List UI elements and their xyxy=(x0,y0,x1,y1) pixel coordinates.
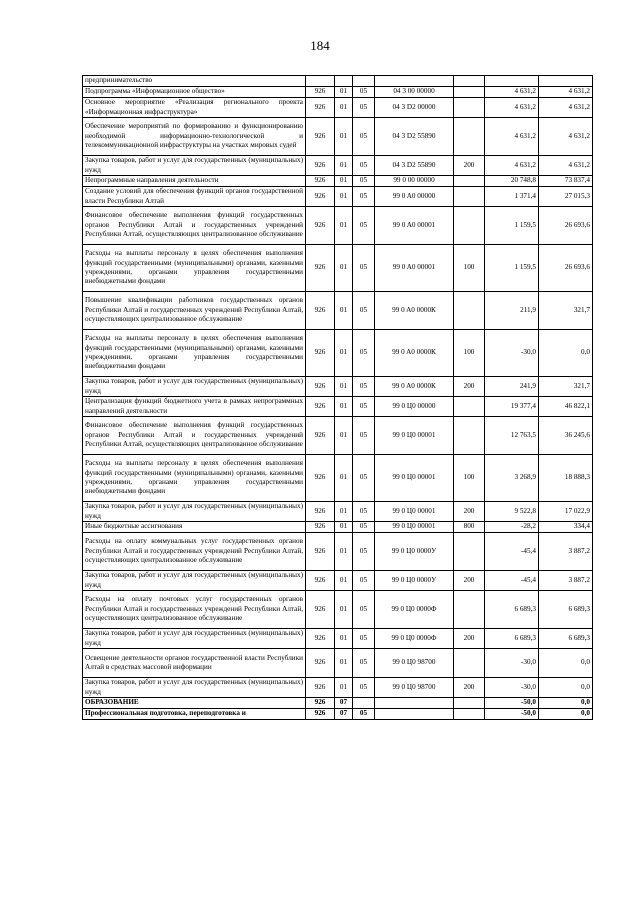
cell-sum-1: -50,0 xyxy=(485,709,539,720)
cell-gr: 926 xyxy=(306,330,335,377)
cell-gr: 926 xyxy=(306,377,335,397)
cell-sum-1: 19 377,4 xyxy=(485,397,539,417)
cell-pr: 05 xyxy=(353,502,375,522)
table-row xyxy=(83,330,593,377)
cell-csr: 99 0 Ц0 00001 xyxy=(375,502,454,522)
cell-vr xyxy=(454,292,485,330)
table-row xyxy=(83,87,593,98)
cell-sum-2: 334,4 xyxy=(539,522,593,533)
cell-sum-1: 211,9 xyxy=(485,292,539,330)
cell-rz: 01 xyxy=(335,571,353,591)
cell-pr: 05 xyxy=(353,591,375,629)
cell-rz: 01 xyxy=(335,98,353,118)
cell-vr: 100 xyxy=(454,245,485,292)
cell-csr: 99 0 A0 00001 xyxy=(375,207,454,245)
cell-name: Закупка товаров, работ и услуг для государственных (муниципальных) нужд xyxy=(83,571,306,591)
cell-name: Финансовое обеспечение выполнения функций государственных органов Республики Алтай и государственных учреждений Республики Алтай, осуществляющих централизованное обслуживание xyxy=(83,417,306,455)
cell-gr: 926 xyxy=(306,397,335,417)
cell-vr: 100 xyxy=(454,330,485,377)
cell-sum-2: 321,7 xyxy=(539,377,593,397)
cell-name: Повышение квалификации работников государственных органов Республики Алтай и государственных учреждений Республики Алтай, осуществляющих централизованное обслуживание xyxy=(83,292,306,330)
cell-pr: 05 xyxy=(353,292,375,330)
cell-sum-1: 3 268,9 xyxy=(485,455,539,502)
cell-sum-1: -30,0 xyxy=(485,649,539,678)
cell-sum-2: 4 631,2 xyxy=(539,87,593,98)
cell-sum-2: 3 887,2 xyxy=(539,533,593,571)
cell-vr: 100 xyxy=(454,455,485,502)
cell-sum-2: 4 631,2 xyxy=(539,118,593,156)
cell-pr xyxy=(353,698,375,709)
cell-rz: 01 xyxy=(335,187,353,207)
cell-vr xyxy=(454,76,485,87)
cell-vr xyxy=(454,187,485,207)
cell-sum-2: 3 887,2 xyxy=(539,571,593,591)
cell-rz: 01 xyxy=(335,118,353,156)
cell-gr: 926 xyxy=(306,156,335,176)
cell-csr: 99 0 Ц0 98700 xyxy=(375,649,454,678)
cell-csr: 99 0 A0 0000К xyxy=(375,377,454,397)
cell-sum-1: 241,9 xyxy=(485,377,539,397)
cell-rz: 01 xyxy=(335,207,353,245)
table-row xyxy=(83,417,593,455)
cell-pr: 05 xyxy=(353,176,375,187)
cell-name: Закупка товаров, работ и услуг для государственных (муниципальных) нужд xyxy=(83,502,306,522)
cell-sum-1: 9 522,8 xyxy=(485,502,539,522)
cell-sum-2: 0,0 xyxy=(539,698,593,709)
table-row xyxy=(83,118,593,156)
cell-pr: 05 xyxy=(353,98,375,118)
cell-rz xyxy=(335,76,353,87)
cell-csr: 99 0 Ц0 98700 xyxy=(375,678,454,698)
cell-rz: 01 xyxy=(335,156,353,176)
cell-sum-2: 73 837,4 xyxy=(539,176,593,187)
cell-name: Создание условий для обеспечения функций органов государственной власти Республики Алтай xyxy=(83,187,306,207)
cell-pr: 05 xyxy=(353,417,375,455)
cell-vr: 200 xyxy=(454,571,485,591)
cell-pr: 05 xyxy=(353,207,375,245)
cell-gr: 926 xyxy=(306,207,335,245)
cell-rz: 01 xyxy=(335,678,353,698)
cell-name: Закупка товаров, работ и услуг для государственных (муниципальных) нужд xyxy=(83,156,306,176)
cell-sum-2 xyxy=(539,76,593,87)
cell-name: ОБРАЗОВАНИЕ xyxy=(83,698,306,709)
cell-sum-2: 0,0 xyxy=(539,649,593,678)
cell-csr: 99 0 Ц0 00001 xyxy=(375,522,454,533)
cell-gr xyxy=(306,76,335,87)
cell-pr: 05 xyxy=(353,678,375,698)
cell-pr: 05 xyxy=(353,87,375,98)
cell-csr: 99 0 A0 00000 xyxy=(375,187,454,207)
cell-sum-1: 12 763,5 xyxy=(485,417,539,455)
table-row xyxy=(83,207,593,245)
cell-sum-2: 46 822,1 xyxy=(539,397,593,417)
cell-gr: 926 xyxy=(306,187,335,207)
cell-sum-2: 4 631,2 xyxy=(539,98,593,118)
cell-vr xyxy=(454,417,485,455)
cell-sum-1: -45,4 xyxy=(485,571,539,591)
cell-sum-1: 4 631,2 xyxy=(485,156,539,176)
cell-rz: 01 xyxy=(335,502,353,522)
cell-sum-2: 6 689,3 xyxy=(539,629,593,649)
cell-vr xyxy=(454,98,485,118)
cell-sum-2: 26 693,6 xyxy=(539,207,593,245)
cell-name: Расходы на оплату коммунальных услуг государственных органов Республики Алтай и государственных учреждений Республики Алтай, осуществляющих централизованное обслуживание xyxy=(83,533,306,571)
table-row xyxy=(83,649,593,678)
cell-name: Закупка товаров, работ и услуг для государственных (муниципальных) нужд xyxy=(83,629,306,649)
table-row xyxy=(83,98,593,118)
table-row xyxy=(83,522,593,533)
table-row xyxy=(83,455,593,502)
cell-pr: 05 xyxy=(353,629,375,649)
cell-name: Освещение деятельности органов государственной власти Республики Алтай в средствах массовой информации xyxy=(83,649,306,678)
cell-rz: 01 xyxy=(335,591,353,629)
cell-vr xyxy=(454,709,485,720)
cell-sum-1: -50,0 xyxy=(485,698,539,709)
cell-csr: 04 3 00 00000 xyxy=(375,87,454,98)
table-row xyxy=(83,571,593,591)
cell-rz: 01 xyxy=(335,649,353,678)
cell-pr: 05 xyxy=(353,455,375,502)
cell-gr: 926 xyxy=(306,571,335,591)
cell-vr xyxy=(454,207,485,245)
cell-name: Закупка товаров, работ и услуг для государственных (муниципальных) нужд xyxy=(83,377,306,397)
cell-csr: 99 0 Ц0 00001 xyxy=(375,455,454,502)
cell-name: Финансовое обеспечение выполнения функций государственных органов Республики Алтай и государственных учреждений Республики Алтай, осуществляющих централизованное обслуживание xyxy=(83,207,306,245)
cell-name: Основное мероприятие «Реализация регионального проекта «Информационная инфраструктура» xyxy=(83,98,306,118)
cell-vr: 200 xyxy=(454,502,485,522)
cell-sum-2: 17 022,9 xyxy=(539,502,593,522)
table-row xyxy=(83,629,593,649)
cell-name: Расходы на выплаты персоналу в целях обеспечения выполнения функций государственными (муниципальными) органами, казенными учреждениями, органами управления государственными внебюджетными фондами xyxy=(83,330,306,377)
cell-csr: 99 0 Ц0 0000Ф xyxy=(375,629,454,649)
cell-sum-1: 1 371,4 xyxy=(485,187,539,207)
cell-sum-2: 36 245,6 xyxy=(539,417,593,455)
table-row xyxy=(83,245,593,292)
cell-pr: 05 xyxy=(353,377,375,397)
cell-sum-1: -30,0 xyxy=(485,330,539,377)
cell-csr: 99 0 A0 00001 xyxy=(375,245,454,292)
cell-gr: 926 xyxy=(306,98,335,118)
cell-csr: 04 3 D2 00000 xyxy=(375,98,454,118)
cell-vr: 200 xyxy=(454,678,485,698)
cell-sum-2: 0,0 xyxy=(539,678,593,698)
cell-pr: 05 xyxy=(353,187,375,207)
cell-sum-2: 26 693,6 xyxy=(539,245,593,292)
cell-sum-1: 6 689,3 xyxy=(485,591,539,629)
cell-sum-1: 4 631,2 xyxy=(485,87,539,98)
cell-sum-1: 1 159,5 xyxy=(485,207,539,245)
cell-gr: 926 xyxy=(306,455,335,502)
cell-gr: 926 xyxy=(306,118,335,156)
cell-rz: 01 xyxy=(335,330,353,377)
cell-pr: 05 xyxy=(353,571,375,591)
cell-pr: 05 xyxy=(353,156,375,176)
cell-sum-1: 6 689,3 xyxy=(485,629,539,649)
cell-name: предпринимательство xyxy=(83,76,306,87)
cell-rz: 01 xyxy=(335,397,353,417)
table-row xyxy=(83,502,593,522)
page-number: 184 xyxy=(310,38,330,53)
cell-gr: 926 xyxy=(306,176,335,187)
cell-csr xyxy=(375,76,454,87)
cell-gr: 926 xyxy=(306,502,335,522)
cell-vr xyxy=(454,533,485,571)
table-row xyxy=(83,709,593,720)
cell-vr xyxy=(454,698,485,709)
cell-name: Расходы на оплату почтовых услуг государственных органов Республики Алтай и государственных учреждений Республики Алтай, осуществляющих централизованное обслуживание xyxy=(83,591,306,629)
cell-gr: 926 xyxy=(306,417,335,455)
cell-sum-1: -30,0 xyxy=(485,678,539,698)
table-row xyxy=(83,292,593,330)
cell-sum-2: 4 631,2 xyxy=(539,156,593,176)
cell-gr: 926 xyxy=(306,591,335,629)
cell-csr: 99 0 Ц0 0000У xyxy=(375,571,454,591)
cell-csr: 99 0 Ц0 00001 xyxy=(375,417,454,455)
cell-csr: 99 0 00 00000 xyxy=(375,176,454,187)
cell-pr: 05 xyxy=(353,709,375,720)
cell-csr: 99 0 Ц0 00000 xyxy=(375,397,454,417)
cell-vr xyxy=(454,591,485,629)
cell-rz: 01 xyxy=(335,533,353,571)
cell-sum-2: 6 689,3 xyxy=(539,591,593,629)
cell-sum-2: 0,0 xyxy=(539,330,593,377)
cell-vr xyxy=(454,87,485,98)
cell-vr: 200 xyxy=(454,156,485,176)
table-row xyxy=(83,76,593,87)
cell-gr: 926 xyxy=(306,709,335,720)
cell-csr xyxy=(375,698,454,709)
cell-name: Закупка товаров, работ и услуг для государственных (муниципальных) нужд xyxy=(83,678,306,698)
table-row xyxy=(83,176,593,187)
cell-pr: 05 xyxy=(353,118,375,156)
cell-rz: 01 xyxy=(335,292,353,330)
cell-name: Расходы на выплаты персоналу в целях обеспечения выполнения функций государственными (муниципальными) органами, казенными учреждениями, органами управления государственными внебюджетными фондами xyxy=(83,245,306,292)
cell-csr: 99 0 A0 0000К xyxy=(375,330,454,377)
cell-rz: 01 xyxy=(335,245,353,292)
cell-name: Профессиональная подготовка, переподготовка и xyxy=(83,709,306,720)
cell-sum-1: 4 631,2 xyxy=(485,118,539,156)
cell-sum-1: -45,4 xyxy=(485,533,539,571)
cell-rz: 01 xyxy=(335,176,353,187)
cell-gr: 926 xyxy=(306,629,335,649)
cell-name: Иные бюджетные ассигнования xyxy=(83,522,306,533)
cell-sum-1: 20 748,8 xyxy=(485,176,539,187)
table-row xyxy=(83,377,593,397)
cell-rz: 07 xyxy=(335,709,353,720)
cell-name: Централизация функций бюджетного учета в рамках непрограммных направлений деятельности xyxy=(83,397,306,417)
cell-gr: 926 xyxy=(306,245,335,292)
table-row xyxy=(83,678,593,698)
cell-vr xyxy=(454,649,485,678)
cell-sum-2: 27 015,3 xyxy=(539,187,593,207)
cell-csr: 99 0 Ц0 0000У xyxy=(375,533,454,571)
cell-gr: 926 xyxy=(306,522,335,533)
cell-sum-2: 0,0 xyxy=(539,709,593,720)
cell-pr: 05 xyxy=(353,330,375,377)
cell-gr: 926 xyxy=(306,678,335,698)
cell-pr: 05 xyxy=(353,522,375,533)
cell-sum-1: 4 631,2 xyxy=(485,98,539,118)
cell-csr: 04 3 D2 55890 xyxy=(375,118,454,156)
table-row xyxy=(83,187,593,207)
cell-gr: 926 xyxy=(306,292,335,330)
table-row xyxy=(83,397,593,417)
cell-vr xyxy=(454,176,485,187)
cell-rz: 01 xyxy=(335,629,353,649)
cell-gr: 926 xyxy=(306,87,335,98)
cell-rz: 07 xyxy=(335,698,353,709)
table-row xyxy=(83,591,593,629)
cell-csr: 99 0 Ц0 0000Ф xyxy=(375,591,454,629)
cell-csr: 04 3 D2 55890 xyxy=(375,156,454,176)
table-row xyxy=(83,156,593,176)
cell-name: Подпрограмма «Информационное общество» xyxy=(83,87,306,98)
cell-name: Непрограммные направления деятельности xyxy=(83,176,306,187)
cell-sum-2: 321,7 xyxy=(539,292,593,330)
cell-pr: 05 xyxy=(353,533,375,571)
cell-rz: 01 xyxy=(335,87,353,98)
table-row xyxy=(83,533,593,571)
cell-pr: 05 xyxy=(353,397,375,417)
cell-pr xyxy=(353,76,375,87)
cell-name: Обеспечение мероприятий по формированию и функционированию необходимой информационно-технологической и телекоммуникационной инфраструктуры на участках мировых судей xyxy=(83,118,306,156)
cell-vr xyxy=(454,118,485,156)
cell-gr: 926 xyxy=(306,533,335,571)
cell-pr: 05 xyxy=(353,245,375,292)
cell-rz: 01 xyxy=(335,522,353,533)
cell-name: Расходы на выплаты персоналу в целях обеспечения выполнения функций государственными (муниципальными) органами, казенными учреждениями, органами управления государственными внебюджетными фондами xyxy=(83,455,306,502)
cell-rz: 01 xyxy=(335,417,353,455)
cell-vr xyxy=(454,397,485,417)
cell-sum-2: 18 888,3 xyxy=(539,455,593,502)
cell-gr: 926 xyxy=(306,649,335,678)
budget-table xyxy=(82,75,593,720)
cell-vr: 800 xyxy=(454,522,485,533)
cell-vr: 200 xyxy=(454,629,485,649)
cell-sum-1: 1 159,5 xyxy=(485,245,539,292)
cell-rz: 01 xyxy=(335,455,353,502)
cell-sum-1 xyxy=(485,76,539,87)
cell-rz: 01 xyxy=(335,377,353,397)
cell-vr: 200 xyxy=(454,377,485,397)
cell-pr: 05 xyxy=(353,649,375,678)
cell-gr: 926 xyxy=(306,698,335,709)
cell-csr: 99 0 A0 0000К xyxy=(375,292,454,330)
cell-sum-1: -28,2 xyxy=(485,522,539,533)
cell-csr xyxy=(375,709,454,720)
table-row xyxy=(83,698,593,709)
